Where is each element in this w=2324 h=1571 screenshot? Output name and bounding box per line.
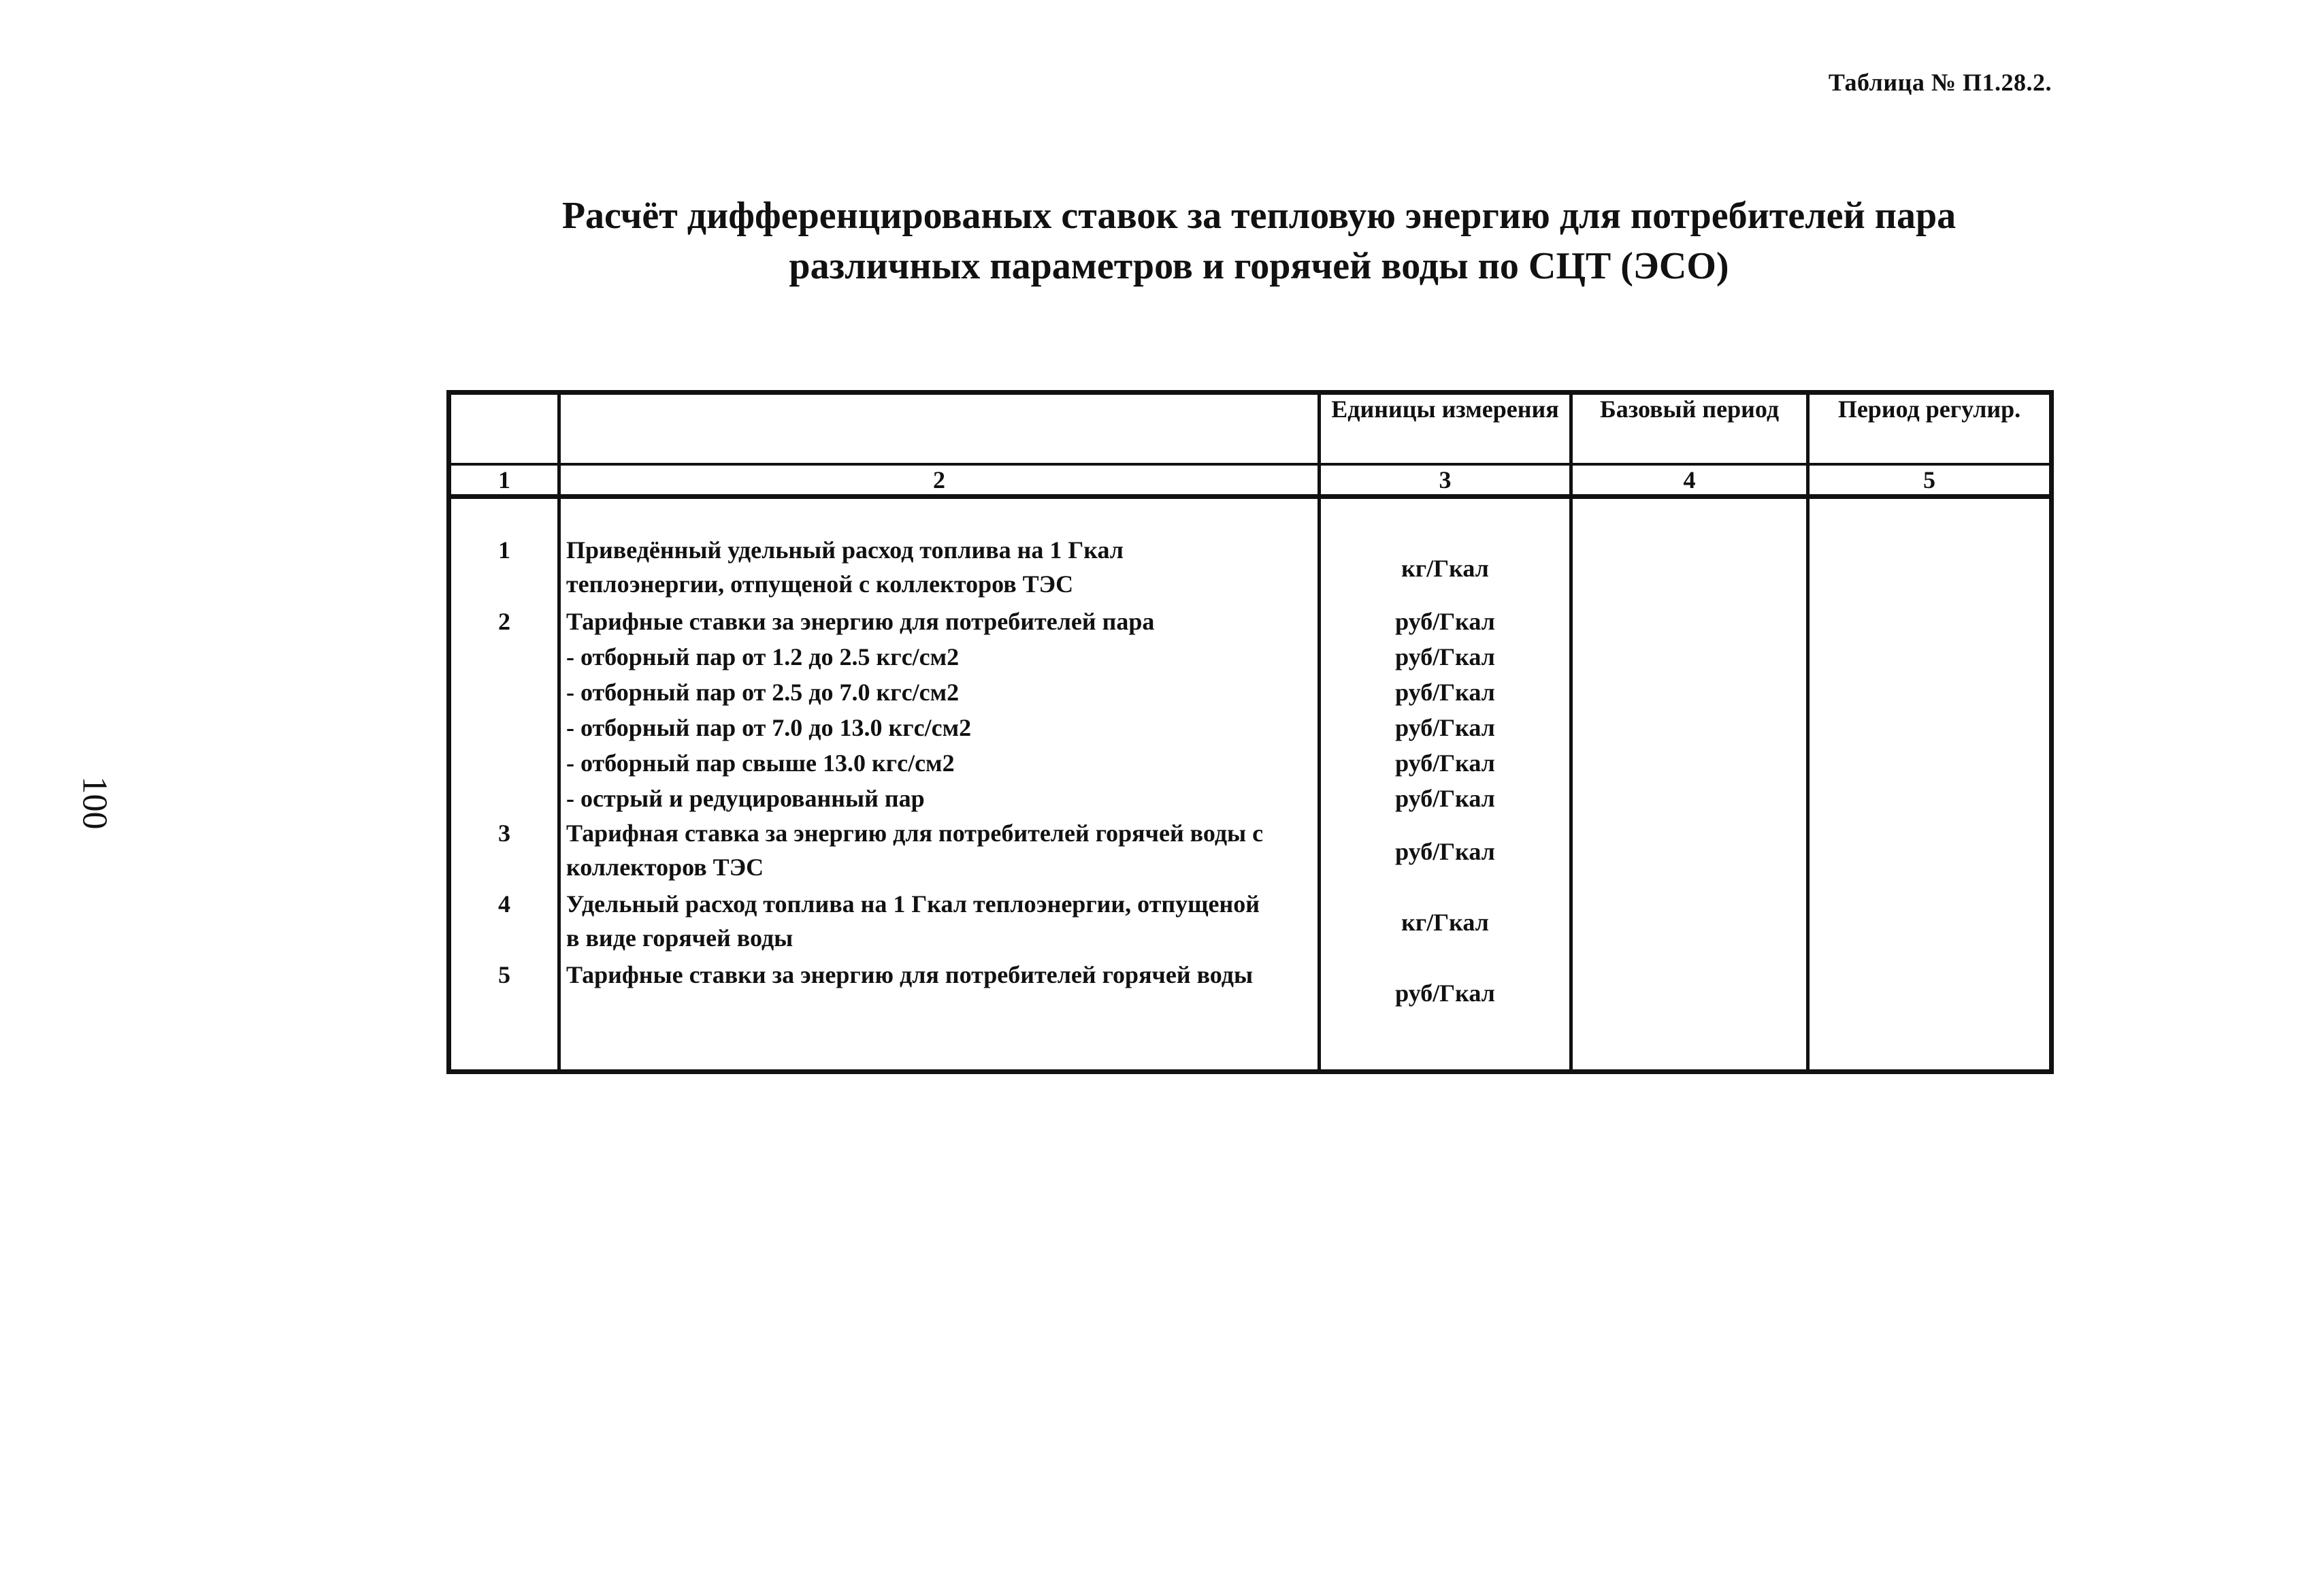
- row-unit: руб/Гкал: [1395, 749, 1495, 777]
- header-cell-number: [449, 393, 559, 465]
- base-period-column: [1571, 497, 1808, 1072]
- units-column: [1320, 497, 1571, 1072]
- row-number: [455, 781, 553, 816]
- header-cell-units: Единицы измерения: [1320, 393, 1571, 465]
- row-description: Тарифная ставка за энергию для потребителей горячей воды с коллекторов ТЭС: [566, 820, 1264, 881]
- descriptions-column: [559, 497, 1320, 1072]
- row-unit: руб/Гкал: [1395, 785, 1495, 812]
- row-description: - отборный пар от 7.0 до 13.0 кгс/см2: [566, 714, 972, 741]
- row-description: - отборный пар от 1.2 до 2.5 кгс/см2: [566, 643, 960, 670]
- title-line-2: различных параметров и горячей воды по СЦТ (ЭСО): [789, 245, 1729, 287]
- column-number: 4: [1571, 464, 1808, 497]
- page-number: [68, 776, 114, 851]
- row-description: - отборный пар от 2.5 до 7.0 кгс/см2: [566, 679, 960, 706]
- column-number: 1: [449, 464, 559, 497]
- row-unit: руб/Гкал: [1395, 838, 1495, 865]
- table-body-row: [449, 497, 2052, 1072]
- row-description: - острый и редуцированный пар: [566, 785, 925, 812]
- header-cell-base-period: Базовый период: [1571, 393, 1808, 465]
- row-unit: кг/Гкал: [1401, 909, 1489, 936]
- page-title: [408, 191, 2110, 291]
- table-header-row: [449, 393, 2052, 465]
- row-unit: руб/Гкал: [1395, 608, 1495, 635]
- row-number: 4: [498, 890, 510, 918]
- rates-table: [446, 390, 2054, 1074]
- column-number: 5: [1808, 464, 2052, 497]
- row-number: 1: [498, 536, 510, 564]
- row-number: 5: [498, 961, 510, 988]
- row-unit: руб/Гкал: [1395, 643, 1495, 670]
- row-number: [455, 710, 553, 745]
- column-number-row: [449, 464, 2052, 497]
- row-description: Удельный расход топлива на 1 Гкал теплоэнергии, отпущеной в виде горячей воды: [566, 890, 1260, 952]
- header-cell-description: [559, 393, 1320, 465]
- row-number: [455, 639, 553, 675]
- column-number: 2: [559, 464, 1320, 497]
- row-description: Тарифные ставки за энергию для потребителей пара: [566, 608, 1155, 635]
- row-number: 2: [498, 608, 510, 635]
- row-number: [455, 675, 553, 710]
- row-unit: руб/Гкал: [1395, 714, 1495, 741]
- row-number: [455, 745, 553, 781]
- row-unit: кг/Гкал: [1401, 555, 1489, 582]
- header-cell-regulation-period: Период регулир.: [1808, 393, 2052, 465]
- table-number: Таблица № П1.28.2.: [1828, 69, 2052, 96]
- row-number: 3: [498, 820, 510, 847]
- title-line-1: Расчёт дифференцированых ставок за тепловую энергию для потребителей пара: [561, 195, 1957, 237]
- row-unit: руб/Гкал: [1395, 979, 1495, 1007]
- row-numbers-column: [449, 497, 559, 1072]
- row-description: Тарифные ставки за энергию для потребителей горячей воды: [566, 961, 1254, 988]
- regulation-period-column: [1808, 497, 2052, 1072]
- column-number: 3: [1320, 464, 1571, 497]
- row-description: - отборный пар свыше 13.0 кгс/см2: [566, 749, 955, 777]
- page-number-text: 100: [75, 776, 114, 830]
- row-unit: руб/Гкал: [1395, 679, 1495, 706]
- row-description: Приведённый удельный расход топлива на 1 Гкал теплоэнергии, отпущеной с коллекторов ТЭС: [566, 536, 1124, 598]
